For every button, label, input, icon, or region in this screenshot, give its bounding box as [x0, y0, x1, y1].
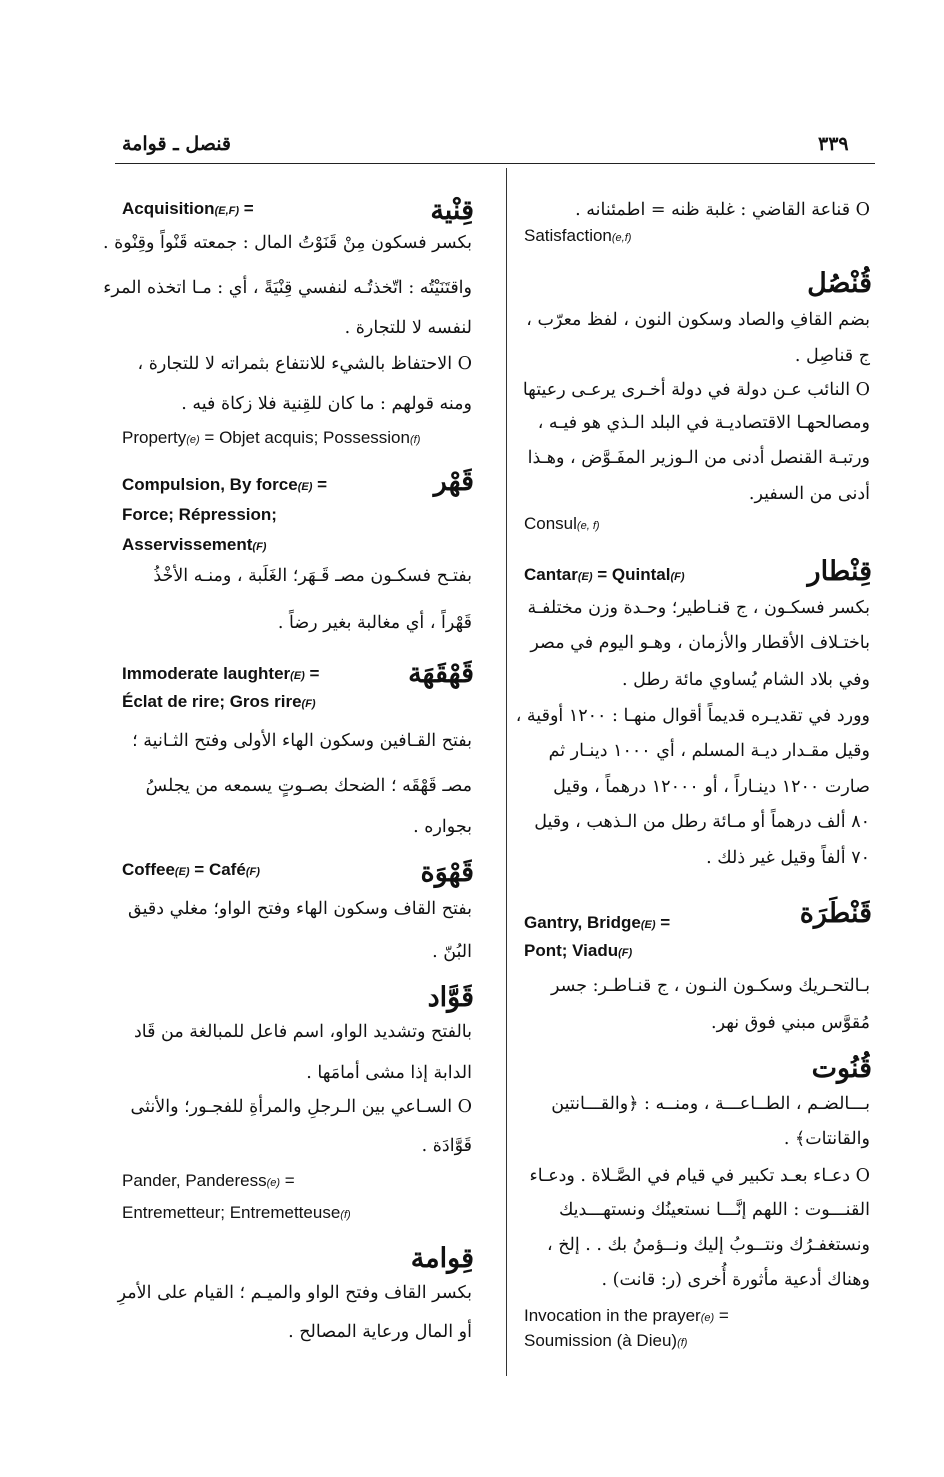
english-term: Acquisition	[122, 199, 215, 218]
headword: قَنْطَرَة	[799, 898, 872, 929]
arabic-definition-line: ومنه قولهم : ما كان للقِنية فلا زكاة فيه .	[181, 394, 472, 414]
headword: قَهْقَهَة	[408, 658, 474, 689]
english-term: Satisfaction	[524, 226, 612, 245]
arabic-definition-line: O الاحتفاظ بالشيء للانتفاع بثمراته لا للتجارة ،	[137, 354, 472, 374]
arabic-definition-line: ورتبـة القنصل أدنى من الـوزير المفَـوَّض ، وهـذا	[527, 448, 870, 468]
english-equivalent-line	[122, 860, 260, 880]
english-term: Entremetteur; Entremetteuse	[122, 1203, 341, 1222]
arabic-definition-line: وفي بلاد الشام يُساوي مائة رطل .	[622, 670, 870, 690]
arabic-definition-line: بالفتح وتشديد الواو، اسم فاعل للمبالغة من قَاد	[133, 1022, 472, 1042]
headword: قُنْصُل	[807, 268, 872, 299]
language-label: (e)	[186, 434, 200, 446]
arabic-definition-line: بفتح القاف وسكون الهاء وفتح الواو؛ مغلي دقيق	[128, 899, 472, 919]
headword: قَهْر	[433, 466, 474, 497]
headword: قِوامة	[410, 1243, 474, 1274]
column-divider	[506, 168, 507, 1376]
arabic-definition-line: ج قناصِل .	[794, 346, 870, 366]
arabic-definition-line: أو المال ورعاية المصالح .	[288, 1322, 472, 1342]
english-term: Property	[122, 428, 187, 447]
english-equivalent-line	[122, 475, 327, 495]
arabic-definition-line: القنـــوت : اللهم إنَّـــا نستعينُك ونستهـــديك	[558, 1200, 870, 1220]
english-equivalent-line	[122, 692, 316, 712]
arabic-definition-line: ٧٠ ألفاً وقيل غير ذلك .	[706, 848, 870, 868]
language-label: (f)	[340, 1209, 351, 1221]
headword: قِنْطار	[807, 556, 872, 587]
english-term: Soumission (à Dieu)	[524, 1331, 678, 1350]
language-label: (E)	[290, 670, 305, 682]
page-number: ٣٣٩	[818, 133, 849, 155]
arabic-definition-line: بكسر القاف وفتح الواو والميـم ؛ القيام على الأمرِ	[117, 1283, 472, 1303]
english-term: Éclat de rire; Gros rire	[122, 692, 302, 711]
language-label: (E)	[577, 571, 593, 583]
english-term: =	[312, 475, 328, 494]
arabic-definition-line: وهناك أدعية مأثورة أُخرى (ر: قانت) .	[601, 1270, 870, 1290]
arabic-definition-line: لنفسه لا للتجارة .	[344, 318, 472, 338]
arabic-definition-line: باختـلاف الأقطار والأزمان ، وهـو اليوم في مصر	[530, 633, 870, 653]
arabic-definition-line: بضم القافِ والصاد وسكون النون ، لفظ معرّب ،	[526, 310, 870, 330]
english-term: =	[239, 199, 254, 218]
arabic-definition-line: بـــالضـم ، الطــاعـــة ، ومنــه : ﴿والقـــانتين	[551, 1094, 870, 1114]
english-term: = Café	[189, 860, 246, 879]
arabic-definition-line: O دعـاء بعـد تكبير في قيام في الصَّـلاة . ودعـاء	[529, 1166, 870, 1186]
arabic-definition-line: قَوَّادَة .	[421, 1136, 472, 1156]
english-equivalent-line	[524, 941, 632, 961]
arabic-definition-line: ونستغفـرُك ونتــوبُ إليك ونــؤمنُ بك . . إلخ ،	[546, 1235, 870, 1255]
arabic-definition-line: والقانتات﴾ .	[783, 1129, 870, 1149]
language-label: (f)	[677, 1337, 688, 1349]
language-label: (e,f)	[611, 232, 632, 244]
arabic-definition-line: O النائب عـن دولة في دولة أخـرى يرعـى رعيتها	[522, 380, 870, 400]
arabic-definition-line: بجواره .	[413, 817, 472, 837]
arabic-definition-line: وقيل مقـدار ديـة المسلم ، أي ١٠٠٠ دينـار ثم	[548, 741, 870, 761]
english-equivalent-line	[524, 1331, 687, 1351]
english-equivalent-line	[122, 664, 319, 684]
arabic-definition-line: بفتح القـافين وسكون الهاء الأولى وفتح الثـانية ؛	[132, 731, 472, 751]
english-term: Gantry, Bridge	[524, 913, 641, 932]
language-label: (F)	[301, 698, 316, 710]
arabic-definition-line: ٨٠ ألف درهماً أو مـائة رطل من الـذهب ، وقيل	[534, 812, 870, 832]
english-term: Consul	[524, 514, 577, 533]
english-term: =	[304, 664, 320, 683]
english-equivalent-line	[524, 913, 670, 933]
language-label: (e, f)	[576, 520, 600, 532]
arabic-definition-line: ومصالحهـا الاقتصاديـة في البلد الـذي هو فيـه ،	[537, 413, 870, 433]
english-term: Invocation in the prayer	[524, 1306, 701, 1325]
english-term: = Objet acquis; Possession	[199, 428, 410, 447]
arabic-definition-line: بفتـح فسكـون مصـ قَـهَر؛ الغَلَبة ، ومنـه الأخْذُ	[153, 566, 472, 586]
language-label: (F)	[618, 947, 633, 959]
language-label: (F)	[252, 541, 267, 553]
english-term: Asservissement	[122, 535, 253, 554]
headword: قِنْية	[430, 195, 474, 226]
english-equivalent-line	[524, 514, 600, 534]
language-label: (E)	[640, 919, 656, 931]
english-equivalent-line	[524, 565, 685, 585]
arabic-definition-line: أدنى من السفير.	[748, 484, 870, 504]
header-rule	[115, 163, 875, 164]
language-label: (e)	[700, 1312, 715, 1324]
english-term: Force; Répression;	[122, 505, 277, 524]
language-label: (e)	[266, 1177, 281, 1189]
headword: قَهْوَة	[420, 857, 474, 888]
english-equivalent-line	[122, 1203, 351, 1223]
arabic-definition-line: الدابة إذا مشى أمامَها .	[306, 1063, 472, 1083]
headword: قَوَّاد	[427, 982, 474, 1013]
english-equivalent-line	[122, 535, 266, 555]
arabic-definition-line: بكسر فسكـون ، ج قنـاطير؛ وحـدة وزن مختلفـة	[527, 598, 870, 618]
arabic-definition-line: مُقوَّس مبني فوق نهر.	[711, 1013, 870, 1033]
language-label: (E,F)	[214, 205, 240, 217]
english-term: Cantar	[524, 565, 578, 584]
arabic-definition-line: O قناعة القاضي : غلبة ظنه = اطمئنانه .	[575, 200, 870, 220]
language-label: (f)	[409, 434, 421, 446]
english-term: =	[655, 913, 671, 932]
english-term: Pont; Viadu	[524, 941, 619, 960]
arabic-definition-line: مصـ قَهْقَه ؛ الضحك بصـوتٍ يسمعه من يجلسُ	[145, 776, 472, 796]
english-equivalent-line	[122, 428, 420, 448]
arabic-definition-line: قَهْراً ، أي مغالبة بغير رضاً .	[277, 613, 472, 633]
english-equivalent-line	[122, 505, 277, 525]
english-equivalent-line	[524, 1306, 729, 1326]
english-term: =	[714, 1306, 729, 1325]
language-label: (F)	[245, 866, 260, 878]
arabic-definition-line: البُنّ .	[432, 942, 472, 962]
arabic-definition-line: صارت ١٢٠٠ دينـاراً ، أو ١٢٠٠٠ درهماً ، وقيل	[553, 777, 870, 797]
language-label: (F)	[670, 571, 685, 583]
arabic-definition-line: واقتَنَيْتُه : اتّخذتُـه لنفسي قِنْيَةً ، أي : مـا اتخذه المرء	[103, 278, 472, 298]
arabic-definition-line: بـالتحـريك وسكـون النـون ، ج قنـاطـر: جسر	[550, 976, 870, 996]
arabic-definition-line: بكسر فسكون مِنْ قَنَوْتُ المال : جمعته قَنْواً وقِنْوة .	[103, 233, 472, 253]
running-title: قنصل ـ قوامة	[122, 133, 232, 155]
english-equivalent-line	[524, 226, 631, 246]
english-term: Compulsion, By force	[122, 475, 298, 494]
language-label: (E)	[174, 866, 190, 878]
english-term: Pander, Panderess	[122, 1171, 267, 1190]
arabic-definition-line: O السـاعي بين الـرجلِ والمرأةِ للفجـور؛ والأنثى	[130, 1097, 472, 1117]
english-term: =	[280, 1171, 295, 1190]
english-term: Coffee	[122, 860, 175, 879]
english-equivalent-line	[122, 199, 254, 219]
english-equivalent-line	[122, 1171, 295, 1191]
arabic-definition-line: وورد في تقديـره قديماً أقوال منهـا : ١٢٠٠ أوقية ،	[515, 706, 870, 726]
language-label: (E)	[297, 481, 313, 493]
english-term: = Quintal	[592, 565, 671, 584]
english-term: Immoderate laughter	[122, 664, 291, 683]
headword: قُنُوت	[811, 1053, 872, 1084]
